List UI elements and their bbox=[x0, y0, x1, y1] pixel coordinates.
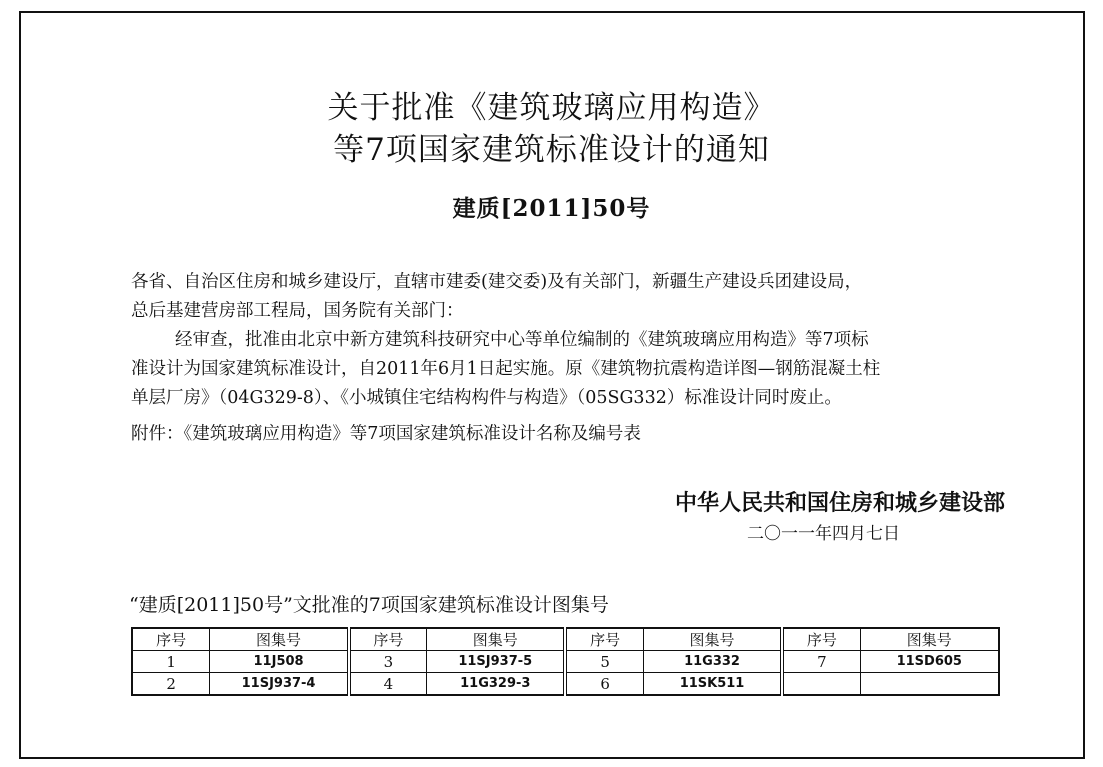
cell-seq bbox=[782, 673, 860, 696]
header-seq: 序号 bbox=[565, 628, 643, 651]
cell-code: 11SK511 bbox=[643, 673, 782, 696]
header-code: 图集号 bbox=[643, 628, 782, 651]
document-number: 建质[2011]50号 bbox=[452, 195, 651, 222]
cell-code: 11SJ937-4 bbox=[210, 673, 349, 696]
body-paragraph-line-2: 准设计为国家建筑标准设计，自2011年6月1日起实施。原《建筑物抗震构造详图—钢筋混凝土柱 bbox=[131, 359, 881, 379]
issuing-authority: 中华人民共和国住房和城乡建设部 bbox=[674, 491, 1005, 516]
header-code: 图集号 bbox=[860, 628, 999, 651]
cell-seq: 7 bbox=[782, 651, 860, 673]
attachment-note: 附件：《建筑玻璃应用构造》等7项国家建筑标准设计名称及编号表 bbox=[131, 424, 641, 444]
cell-code: 11SD605 bbox=[860, 651, 999, 673]
cell-seq: 5 bbox=[565, 651, 643, 673]
cell-code bbox=[860, 673, 999, 696]
table-header-row bbox=[132, 628, 999, 651]
header-seq: 序号 bbox=[132, 628, 210, 651]
header-seq: 序号 bbox=[349, 628, 427, 651]
cell-code: 11G329-3 bbox=[427, 673, 566, 696]
header-code: 图集号 bbox=[210, 628, 349, 651]
notice-title-line-2: 等7项国家建筑标准设计的通知 bbox=[333, 132, 770, 168]
cell-seq: 6 bbox=[565, 673, 643, 696]
cell-seq: 4 bbox=[349, 673, 427, 696]
table-row bbox=[132, 651, 999, 673]
header-seq: 序号 bbox=[782, 628, 860, 651]
table-row bbox=[132, 673, 999, 696]
cell-seq: 3 bbox=[349, 651, 427, 673]
cell-code: 11J508 bbox=[210, 651, 349, 673]
addressee-line-2: 总后基建营房部工程局，国务院有关部门： bbox=[131, 301, 464, 321]
cell-seq: 1 bbox=[132, 651, 210, 673]
body-paragraph-line-1: 经审查，批准由北京中新方建筑科技研究中心等单位编制的《建筑玻璃应用构造》等7项标 bbox=[175, 330, 869, 350]
body-paragraph-line-3: 单层厂房》（04G329-8）、《小城镇住宅结构构件与构造》（05SG332）标准设计同时废止。 bbox=[131, 388, 842, 408]
cell-seq: 2 bbox=[132, 673, 210, 696]
issue-date: 二〇一一年四月七日 bbox=[747, 524, 900, 544]
atlas-table-title: “建质[2011]50号”文批准的7项国家建筑标准设计图集号 bbox=[129, 594, 609, 616]
addressee-line-1: 各省、自治区住房和城乡建设厅，直辖市建委(建交委)及有关部门，新疆生产建设兵团建设局， bbox=[131, 272, 863, 292]
cell-code: 11G332 bbox=[643, 651, 782, 673]
notice-title-line-1: 关于批准《建筑玻璃应用构造》 bbox=[327, 90, 776, 126]
header-code: 图集号 bbox=[427, 628, 566, 651]
atlas-number-table bbox=[131, 627, 1000, 696]
cell-code: 11SJ937-5 bbox=[427, 651, 566, 673]
